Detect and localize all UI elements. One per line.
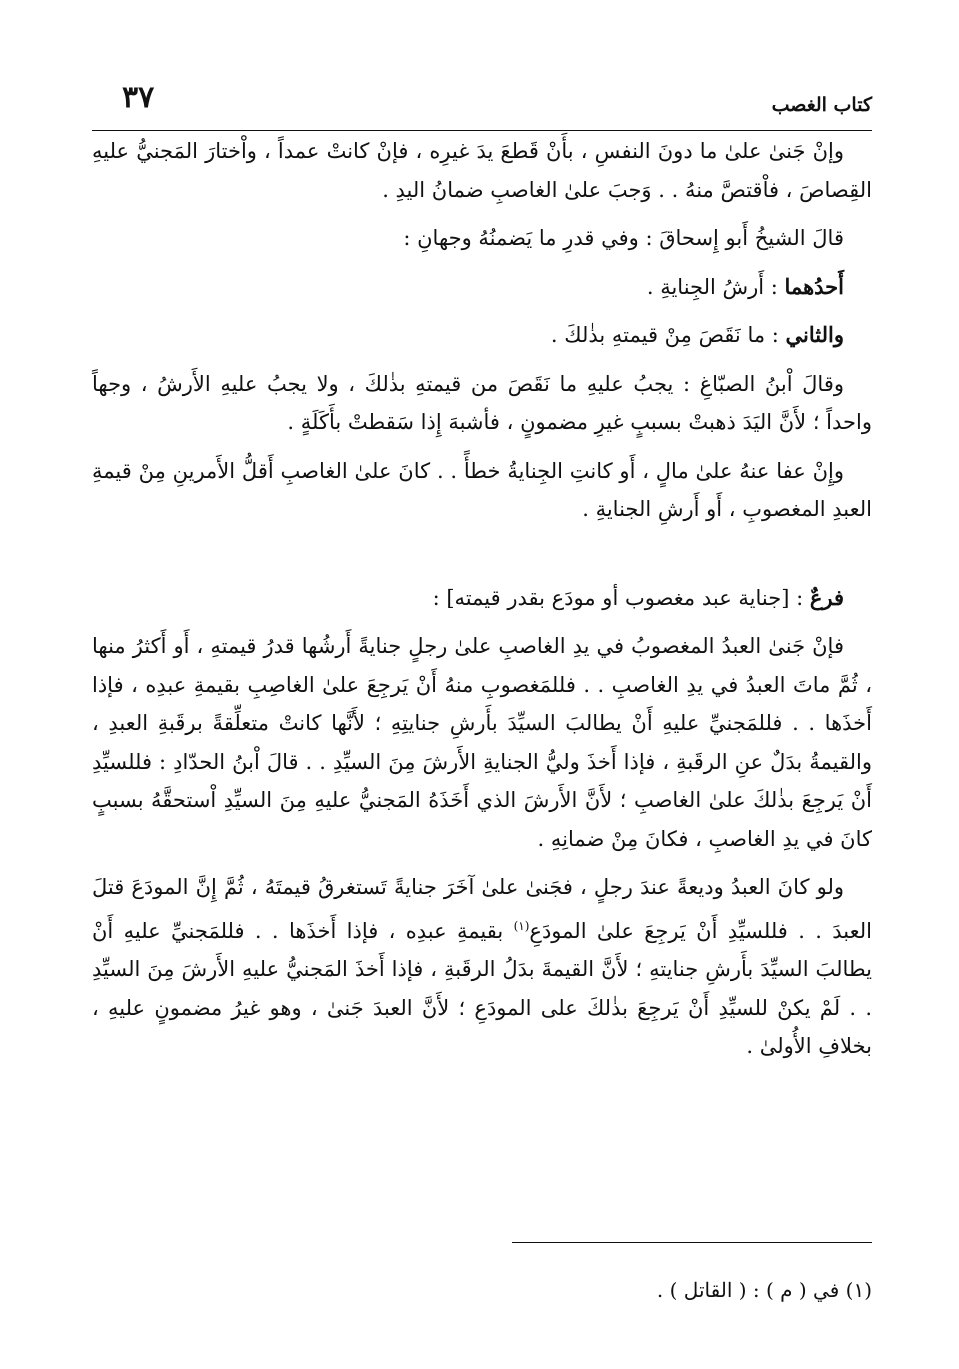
paragraph-5: وقالَ اْبنُ الصبّاغِ : يجبُ عليهِ ما نَقَصَ من قيمتهِ بذٰلكَ ، ولا يجبُ عليهِ الأَرشُ ، وجهاً واحداً ؛ لأَنَّ اليَدَ ذهبتْ بسببٍ غيرِ مضمونٍ ، فأشبهَ إِذا سَقطتْ بأَكَلَةٍ . [92,371,872,434]
paragraph-3 [92,268,872,307]
paragraph-3-text: : أَرشُ الجِنايةِ . [646,274,785,299]
section-heading-label: فرعٌ [809,584,844,610]
paragraph-1: وإنْ جَنىٰ علىٰ ما دونَ النفسِ ، بأَنْ قَطعَ يدَ غيرِه ، فإنْ كانتْ عمداً ، واْختارَ المَجنيُّ عليهِ القِصاصَ ، فاْقتصَّ منهُ . . وَجبَ علىٰ الغاصبِ ضمانُ اليدِ . [92,139,872,202]
paragraph-9 [92,868,872,1066]
book-page [92,70,872,1330]
paragraph-9-part-a: ولو كانَ العبدُ وديعةً عندَ رجلٍ ، فجَنىٰ علىٰ آخَرَ جنايةً تَستغرقُ قيمتَهُ ، ثُمَّ إِنَّ المودَعَ قتلَ العبدَ . . فللسيِّدِ أَنْ يَرجِعَ علىٰ المودَعِ [92,875,872,943]
running-header [92,78,872,118]
paragraph-3-label: أَحدُهما [784,273,844,299]
body-text [92,132,872,1066]
paragraph-6: وإِنْ عفا عنهُ علىٰ مالٍ ، أَو كانتِ الجِنايةُ خطأً . . كانَ علىٰ الغاصبِ أَقلُّ الأَمرينِ مِنْ قيمةِ العبدِ المغصوبِ ، أَو أَرشِ الجنايةِ . [92,458,872,521]
paragraph-4-label: والثاني [785,322,844,347]
section-heading-text: : [جناية عبد مغصوب أو مودَع بقدر قيمته] : [432,585,810,610]
book-title: كتاب الغصب [771,94,872,116]
footnote-rule [512,1242,872,1243]
paragraph-4-text: : ما نَقَصَ مِنْ قيمتهِ بذٰلكَ . [550,323,786,347]
footnote: (١) في ( م ) : ( القاتل ) . [656,1278,872,1302]
header-rule [92,130,872,131]
paragraph-9-part-b: بقيمةِ عبدِه ، فإذا أَخذَها . . فللمَجنيِّ عليهِ أَنْ يطالبَ السيِّدَ بأَرشِ جنايتهِ ؛ لأَنَّ القيمةَ بدَلُ الرقَبةِ ، فإذا أَخذَ المَجنيُّ عليهِ الأَرشَ مِنَ السيِّدِ . . لَمْ يكنْ للسيِّدِ أَنْ يَرجِعَ بذٰلكَ على المودَعِ ؛ لأَنَّ العبدَ جَنىٰ ، وهو غيرُ مضمونٍ عليهِ ، بخلافِ الأُولىٰ . [92,918,872,1058]
page-number: ٣٧ [122,80,155,115]
footnote-reference: (١) [513,918,530,933]
paragraph-8: فإنْ جَنىٰ العبدُ المغصوبُ في يدِ الغاصبِ علىٰ رجلٍ جنايةً أَرشُها قدرُ قيمتهِ ، أَو أَكثرُ منها ، ثُمَّ ماتَ العبدُ في يدِ الغاصبِ . . فللمَغصوبِ منهُ أَنْ يَرجِعَ علىٰ الغاصِبِ بقيمةِ عبدِه ، فإذا أَخذَها . . فللمَجنيِّ عليهِ أَنْ يطالبَ السيِّدَ بأَرشِ جنايتِهِ ؛ لأَنَّها كانتْ متعلِّقةً برقَبةِ العبدِ ، والقيمةُ بدَلٌ عنِ الرقَبةِ ، فإذا أَخذَ وليُّ الجنايةِ الأَرشَ مِنَ السيِّدِ . . قالَ اْبنُ الحدّادِ : فللسيِّدِ أَنْ يَرجِعَ بذٰلكَ علىٰ الغاصبِ ؛ لأَنَّ الأَرشَ الذي أَخَذَهُ المَجنيُّ عليهِ مِنَ السيِّدِ اْستحقَّهُ بسببٍ كانَ في يدِ الغاصبِ ، فكانَ مِنْ ضمانِهِ . [92,634,872,851]
paragraph-2: قالَ الشيخُ أَبو إِسحاقَ : وفي قدرِ ما يَضمنُهُ وجهانِ : [403,226,844,250]
section-heading [92,579,872,618]
paragraph-4 [92,316,872,355]
